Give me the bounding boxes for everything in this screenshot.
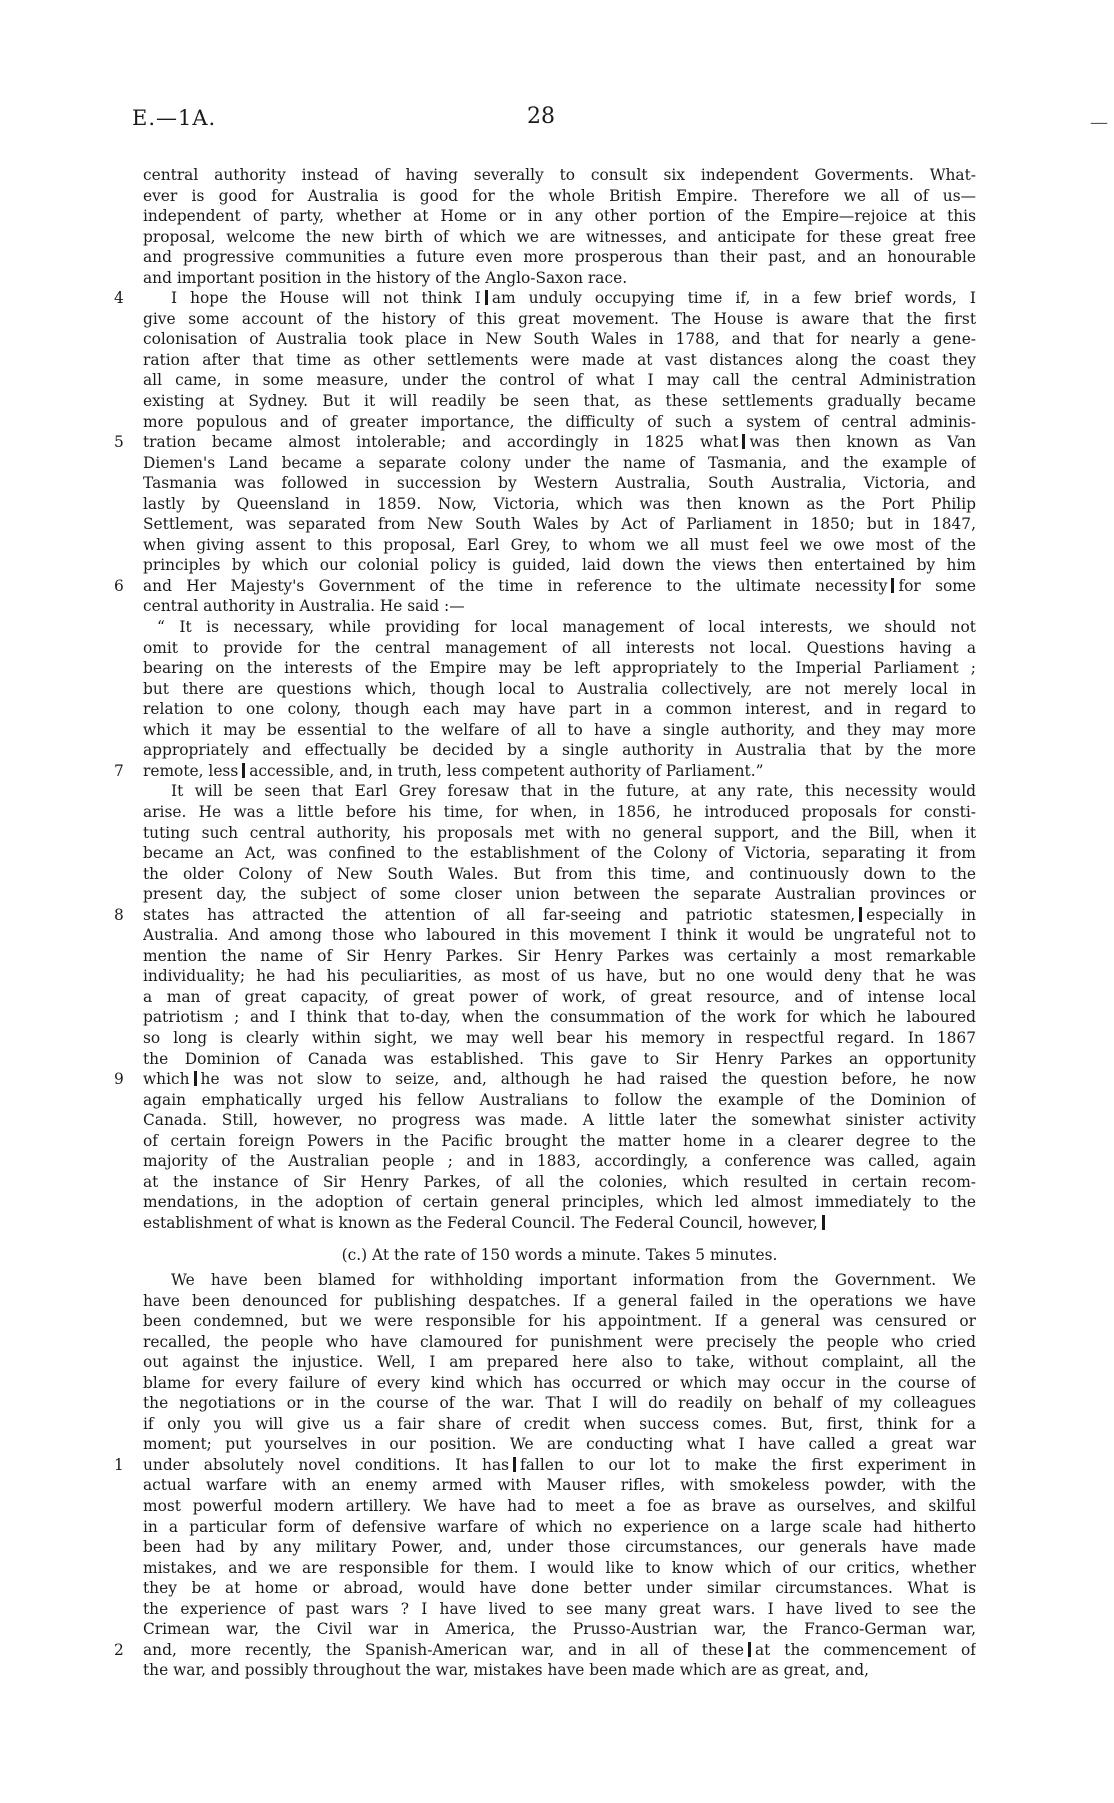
margin-line-number: 2 [114, 1640, 124, 1659]
text-line-row [143, 966, 976, 987]
text-line-row [143, 1332, 976, 1353]
text-line-row [143, 1007, 976, 1028]
text-line: existing at Sydney. But it will readily be seen that, as these settlements gradually became [143, 392, 976, 411]
text-line: patriotism ; and I think that to-day, when the consummation of the work for which he laboured [143, 1008, 976, 1027]
text-line-row [143, 1291, 976, 1312]
text-line: states has attracted the attention of all far-seeing and patriotic statesmen, especially in [143, 905, 976, 924]
text-line: give some account of the history of this great movement. The House is aware that the first [143, 309, 976, 328]
text-line: the war, and possibly throughout the war, mistakes have been made which are as great, and, [143, 1661, 869, 1680]
text-line: central authority in Australia. He said :— [143, 597, 465, 616]
text-line-row [143, 370, 976, 391]
text-line: they be at home or abroad, would have done better under similar circumstances. What is [143, 1579, 976, 1598]
text-line-row [143, 699, 976, 720]
text-line-row [143, 1131, 976, 1152]
margin-line-number: 1 [114, 1455, 124, 1474]
text-line: Canada. Still, however, no progress was made. A little later the somewhat sinister activity [143, 1111, 976, 1130]
text-line: the older Colony of New South Wales. But from this time, and continuously down to the [143, 864, 976, 883]
text-line-row [114, 288, 976, 309]
text-line: proposal, welcome the new birth of which we are witnesses, and anticipate for these great free [143, 227, 976, 246]
text-line-row [143, 535, 976, 556]
margin-line-number: 6 [114, 576, 124, 595]
text-line: central authority instead of having severally to consult six independent Goverments. What- [143, 166, 976, 184]
section-speech-c [114, 1270, 976, 1681]
text-line-row [143, 227, 976, 248]
text-line-row [143, 412, 976, 433]
text-line-row [143, 884, 976, 905]
text-line-row [143, 1619, 976, 1640]
text-line-row [143, 596, 976, 617]
text-line-row [143, 1192, 976, 1213]
text-line: independent of party, whether at Home or in any other portion of the Empire—rejoice at this [143, 207, 976, 226]
text-line: when giving assent to this proposal, Earl Grey, to whom we all must feel we owe most of the [143, 535, 976, 554]
paragraph [143, 165, 976, 288]
text-line: the experience of past wars ? I have lived to see many great wars. I have lived to see the [143, 1599, 976, 1618]
text-line-row [143, 864, 976, 885]
text-line-row [143, 1537, 976, 1558]
text-line-row [143, 1434, 976, 1455]
text-line-row [143, 206, 976, 227]
text-line: in a particular form of defensive warfare of which no experience on a large scale had hitherto [143, 1517, 976, 1536]
text-line: under absolutely novel conditions. It has fallen to our lot to make the first experiment in [143, 1455, 976, 1474]
text-line-row [143, 781, 976, 802]
text-line-row [143, 740, 976, 761]
text-line-row [143, 1558, 976, 1579]
text-line: arise. He was a little before his time, for when, in 1856, he introduced proposals for consti- [143, 802, 976, 821]
text-line: establishment of what is known as the Federal Council. The Federal Council, however, [143, 1213, 976, 1234]
text-line: most powerful modern artillery. We have had to meet a foe as brave as ourselves, and skilful [143, 1497, 976, 1515]
text-line-row [143, 987, 976, 1008]
timing-bar-mark [742, 434, 745, 449]
text-line: ration after that time as other settlements were made at vast distances along the coast they [143, 350, 976, 369]
text-line: “ It is necessary, while providing for local management of local interests, we should not [157, 618, 976, 637]
timing-bar-mark [748, 1642, 751, 1657]
text-line: present day, the subject of some closer union between the separate Australian provinces or [143, 885, 976, 904]
text-line: which he was not slow to seize, and, although he had raised the question before, he now [143, 1070, 976, 1089]
text-line-row [143, 1028, 976, 1049]
text-line: bearing on the interests of the Empire may be left appropriately to the Imperial Parliament ; [143, 659, 976, 678]
section-heading: (c.) At the rate of 150 words a minute. Takes 5 minutes. [341, 1246, 778, 1265]
text-line: principles by which our colonial policy is guided, laid down the views then entertained by him [143, 556, 976, 575]
text-line-row [114, 1640, 976, 1661]
text-line: at the instance of Sir Henry Parkes, of all the colonies, which resulted in certain recom- [143, 1172, 976, 1191]
text-line-row [143, 1475, 976, 1496]
text-line: and important position in the history of the Anglo-Saxon race. [143, 268, 628, 287]
text-line: We have been blamed for withholding important information from the Government. We [171, 1270, 976, 1289]
text-line-row [143, 555, 976, 576]
text-line: mention the name of Sir Henry Parkes. Sir Henry Parkes was certainly a most remarkable [143, 946, 976, 965]
text-line: appropriately and effectually be decided by a single authority in Australia that by the more [143, 741, 976, 760]
timing-bar-mark [242, 763, 245, 778]
text-line: It will be seen that Earl Grey foresaw that in the future, at any rate, this necessity would [171, 782, 976, 801]
timing-bar-mark [194, 1071, 197, 1086]
text-line-row [143, 1660, 976, 1681]
text-line: Settlement, was separated from New South Wales by Act of Parliament in 1850; but in 1847, [143, 515, 976, 534]
text-line: again emphatically urged his fellow Australians to follow the example of the Dominion of [143, 1090, 976, 1109]
text-line-row [143, 1393, 976, 1414]
text-line: more populous and of greater importance, the difficulty of such a system of central adminis- [143, 412, 976, 431]
text-line-row [143, 679, 976, 700]
paragraph [114, 617, 976, 781]
text-line-row [143, 1270, 976, 1291]
text-line: been condemned, but we were responsible for his appointment. If a general was censured or [143, 1312, 976, 1331]
text-line-row [114, 1069, 976, 1090]
text-line-row [143, 473, 976, 494]
text-line-row [143, 843, 976, 864]
text-line-row [143, 1496, 976, 1517]
timing-bar-mark [485, 290, 488, 305]
text-line: tuting such central authority, his proposals met with no general support, and the Bill, when it [143, 823, 976, 842]
text-line: remote, less accessible, and, in truth, less competent authority of Parliament.” [143, 761, 764, 780]
text-line-row [143, 1517, 976, 1538]
text-line: blame for every failure of every kind which has occurred or which may occur in the course of [143, 1373, 976, 1392]
text-line: and Her Majesty's Government of the time in reference to the ultimate necessity for some [143, 576, 976, 595]
text-line-row [143, 1049, 976, 1070]
text-line-row [143, 720, 976, 741]
text-line-row [143, 1213, 976, 1234]
text-line: a man of great capacity, of great power of work, of great resource, and of intense local [143, 987, 976, 1006]
text-line: Diemen's Land became a separate colony under the name of Tasmania, and the example of [143, 453, 976, 472]
text-line-row [143, 1090, 976, 1111]
text-line: recalled, the people who have clamoured for punishment were precisely the people who cried [143, 1332, 976, 1351]
text-line: became an Act, was confined to the establishment of the Colony of Victoria, separating it from [143, 844, 976, 863]
text-line-row [143, 1373, 976, 1394]
text-line-row [143, 494, 976, 515]
timing-bar-mark [822, 1215, 825, 1230]
text-line-row [143, 658, 976, 679]
paragraph [114, 1270, 976, 1681]
text-line-row [143, 350, 976, 371]
text-line: majority of the Australian people ; and in 1883, accordingly, a conference was called, again [143, 1152, 976, 1171]
text-line: I hope the House will not think I am unduly occupying time if, in a few brief words, I [171, 289, 976, 308]
document-body [114, 165, 976, 1681]
margin-line-number: 4 [114, 289, 124, 308]
text-line-row [143, 247, 976, 268]
text-line: mendations, in the adoption of certain general principles, which led almost immediately to the [143, 1193, 976, 1212]
text-line: actual warfare with an enemy armed with Mauser rifles, with smokeless powder, with the [143, 1476, 976, 1495]
text-line-row [114, 905, 976, 926]
text-line: the Dominion of Canada was established. This gave to Sir Henry Parkes an opportunity [143, 1049, 976, 1068]
text-line: colonisation of Australia took place in New South Wales in 1788, and that for nearly a gene- [143, 330, 976, 349]
page-number: 28 [527, 104, 555, 129]
edge-dash-mark: — [1090, 112, 1108, 133]
text-line-row [114, 1455, 976, 1476]
margin-line-number: 9 [114, 1070, 124, 1089]
text-line: out against the injustice. Well, I am prepared here also to take, without complaint, all the [143, 1353, 976, 1372]
timing-bar-mark [891, 578, 894, 593]
text-line: have been denounced for publishing despatches. If a general failed in the operations we have [143, 1291, 976, 1310]
document-reference: E.—1A. [132, 106, 217, 130]
text-line: but there are questions which, though local to Australia collectively, are not merely local in [143, 679, 976, 698]
text-line: moment; put yourselves in our position. We are conducting what I have called a great war [143, 1435, 976, 1454]
text-line-row [143, 309, 976, 330]
paragraph [114, 288, 976, 617]
text-line: which it may be essential to the welfare of all to have a single authority, and they may more [143, 720, 976, 739]
text-line-row [143, 925, 976, 946]
text-line-row [143, 1110, 976, 1131]
text-line: if only you will give us a fair share of credit when success comes. But, first, think for a [143, 1414, 976, 1433]
text-line: Crimean war, the Civil war in America, the Prusso-Austrian war, the Franco-German war, [143, 1620, 976, 1639]
text-line-row [143, 391, 976, 412]
text-line: tration became almost intolerable; and accordingly in 1825 what was then known as Van [143, 433, 976, 452]
paragraph [114, 781, 976, 1233]
text-line: Australia. And among those who laboured in this movement I think it would be ungrateful not to [143, 926, 976, 945]
text-line-row [143, 268, 976, 289]
text-line: and progressive communities a future even more prosperous than their past, and an honourable [143, 248, 976, 267]
text-line-row [143, 617, 976, 638]
text-line: individuality; he had his peculiarities, as most of us have, but no one would deny that he was [143, 967, 976, 986]
text-line: so long is clearly within sight, we may well bear his memory in respectful regard. In 1867 [143, 1028, 976, 1047]
text-line: and, more recently, the Spanish-American war, and in all of these at the commencement of [143, 1640, 976, 1659]
text-line-row [143, 802, 976, 823]
timing-bar-mark [513, 1457, 516, 1472]
text-line-row [143, 1599, 976, 1620]
text-line-row [143, 1151, 976, 1172]
text-line-row [143, 165, 976, 186]
text-line-row [143, 638, 976, 659]
text-line: Tasmania was followed in succession by Western Australia, South Australia, Victoria, and [143, 474, 976, 493]
text-line: all came, in some measure, under the control of what I may call the central Administration [143, 371, 976, 390]
text-line-row [143, 186, 976, 207]
text-line-row [143, 1578, 976, 1599]
text-line: been had by any military Power, and, under those circumstances, our generals have made [143, 1538, 976, 1557]
text-line-row [143, 946, 976, 967]
text-line-row [143, 823, 976, 844]
text-line: of certain foreign Powers in the Pacific brought the matter home in a clearer degree to the [143, 1131, 976, 1150]
text-line-row [143, 453, 976, 474]
timing-bar-mark [859, 907, 862, 922]
text-line: ever is good for Australia is good for the whole British Empire. Therefore we all of us— [143, 186, 976, 205]
text-line: the negotiations or in the course of the war. That I will do readily on behalf of my colleagues [143, 1394, 976, 1413]
text-line: relation to one colony, though each may have part in a common interest, and in regard to [143, 700, 976, 719]
text-line-row [143, 1414, 976, 1435]
text-line-row [114, 576, 976, 597]
section-speech [114, 165, 976, 1233]
margin-line-number: 8 [114, 905, 124, 924]
text-line-row [114, 432, 976, 453]
margin-line-number: 7 [114, 761, 124, 780]
margin-line-number: 5 [114, 433, 124, 452]
text-line-row [143, 329, 976, 350]
text-line-row [143, 514, 976, 535]
text-line-row [143, 1352, 976, 1373]
text-line: lastly by Queensland in 1859. Now, Victoria, which was then known as the Port Philip [143, 494, 976, 513]
text-line-row [143, 1311, 976, 1332]
text-line: mistakes, and we are responsible for them. I would like to know which of our critics, whether [143, 1558, 976, 1577]
text-line-row [114, 761, 976, 782]
text-line: omit to provide for the central management of all interests not local. Questions having a [143, 638, 976, 657]
text-line-row [143, 1172, 976, 1193]
